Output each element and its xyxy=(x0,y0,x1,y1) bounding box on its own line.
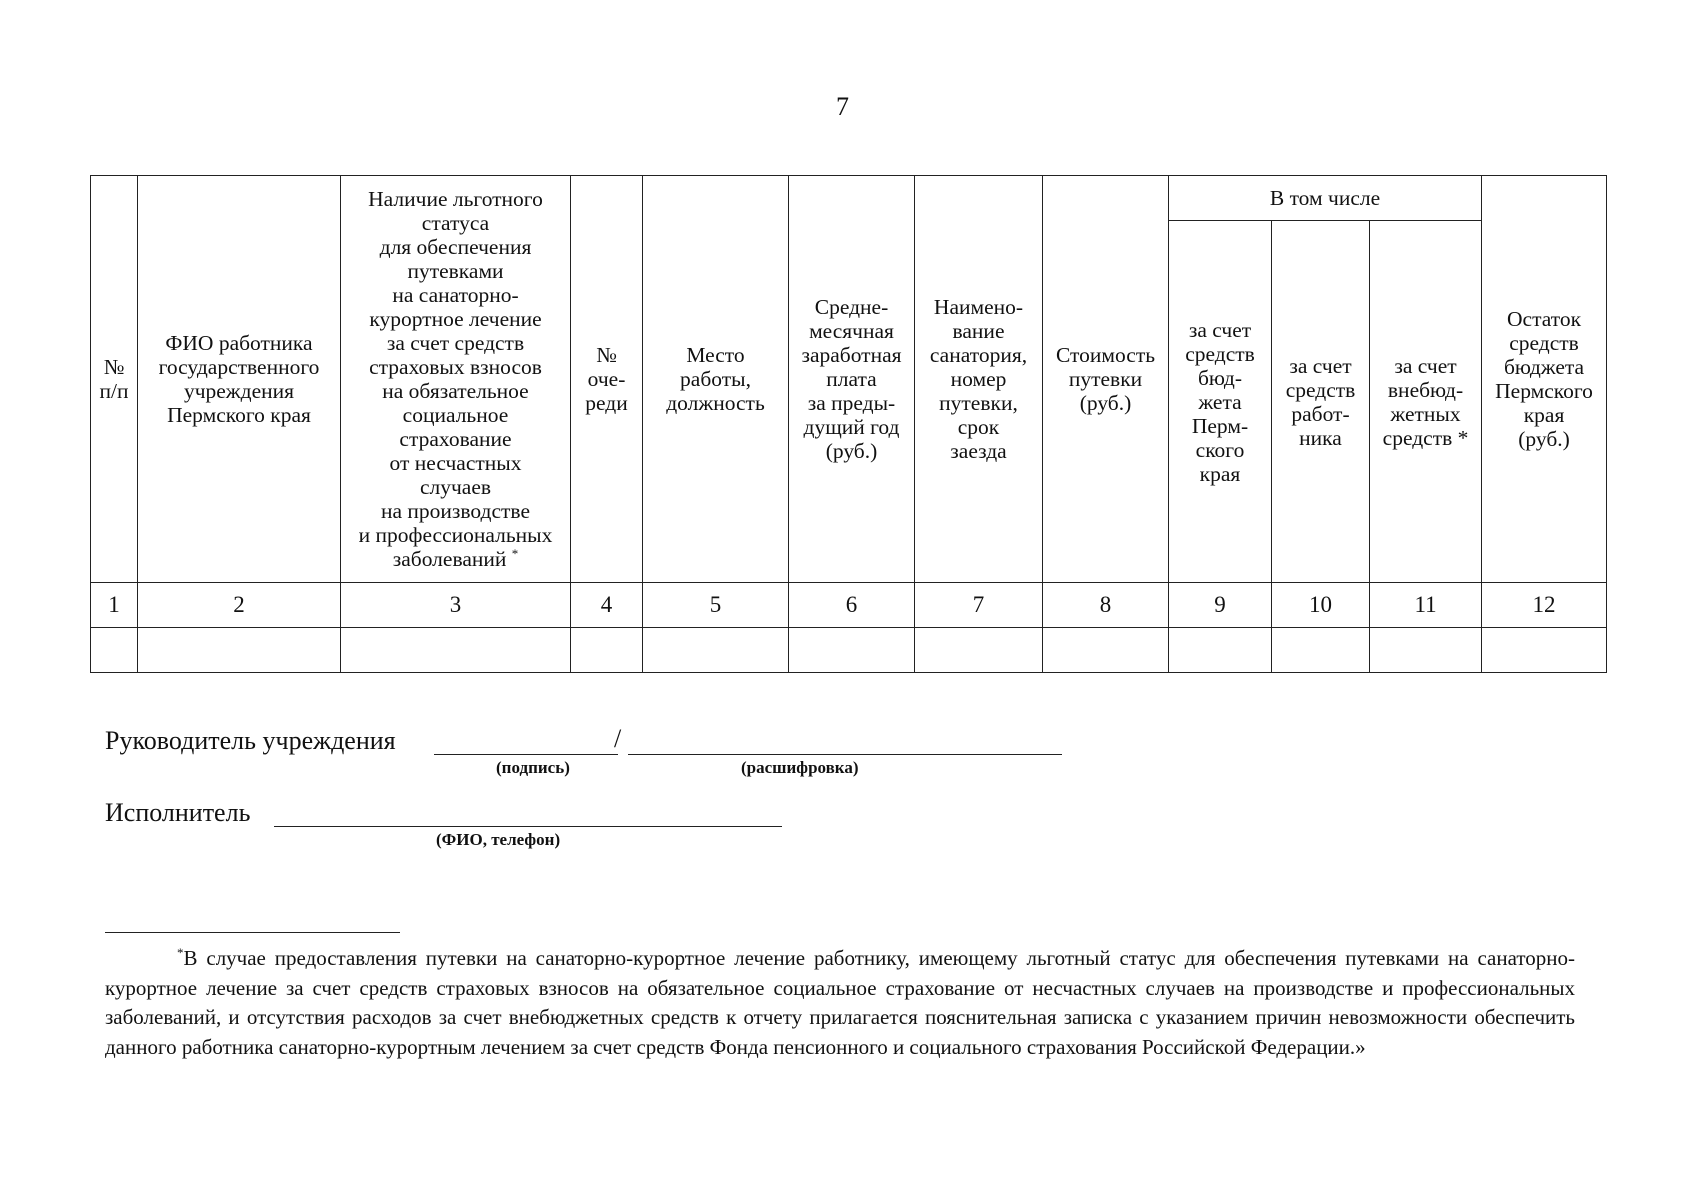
header-voucher-cost: Стоимость путевки (руб.) xyxy=(1043,176,1169,583)
table-cell[interactable] xyxy=(1370,628,1482,673)
executor-caption: (ФИО, телефон) xyxy=(436,830,561,849)
table-cell[interactable] xyxy=(1272,628,1370,673)
header-average-salary: Средне- месячная заработная плата за преды- дущий год (руб.) xyxy=(789,176,915,583)
header-row-top xyxy=(91,176,1607,221)
footnote-marker: * xyxy=(177,945,184,960)
page-number: 7 xyxy=(836,92,849,121)
table-cell[interactable] xyxy=(571,628,643,673)
header-budget-remainder: Остаток средств бюджета Пермского края (руб.) xyxy=(1482,176,1607,583)
footnote-marker: * xyxy=(511,545,519,561)
column-number: 8 xyxy=(1043,583,1169,628)
signature-caption: (подпись) xyxy=(496,758,570,777)
column-number: 1 xyxy=(91,583,138,628)
header-group-including: В том числе xyxy=(1169,176,1482,221)
column-number: 10 xyxy=(1272,583,1370,628)
header-extrabudgetary-funds: за счет внебюд- жетных средств * xyxy=(1370,221,1482,583)
header-employee-name: ФИО работника государственного учреждения Пермского края xyxy=(138,176,341,583)
table-cell[interactable] xyxy=(91,628,138,673)
multiline-cell: Наличие льготного статуса для обеспечения путевками на санаторно- курортное лечение за счет средств страховых взносов на обязательное социальное страхование от несчастных случаев на производстве и профессиональных заболеваний * xyxy=(358,187,553,571)
column-number: 11 xyxy=(1370,583,1482,628)
header-queue-number: № оче- реди xyxy=(571,176,643,583)
column-number: 5 xyxy=(643,583,789,628)
executor-field[interactable] xyxy=(274,826,782,827)
header-regional-budget: за счет средств бюд- жета Перм- ского края xyxy=(1169,221,1272,583)
slash-separator: / xyxy=(614,724,622,753)
column-number-row xyxy=(91,583,1607,628)
table-cell[interactable] xyxy=(643,628,789,673)
table-cell[interactable] xyxy=(915,628,1043,673)
table-cell[interactable] xyxy=(789,628,915,673)
column-number: 2 xyxy=(138,583,341,628)
decoding-field[interactable] xyxy=(628,754,1062,755)
footnote-divider xyxy=(105,932,400,933)
table-row xyxy=(91,628,1607,673)
column-number: 6 xyxy=(789,583,915,628)
table-cell[interactable] xyxy=(138,628,341,673)
footnote-text: В случае предоставления путевки на санаторно-курортное лечение работнику, имеющему льготный статус для обеспечения путевками на санаторно-курортное лечение за счет средств страховых взносов на обязательное социальное страхование от несчастных случаев на производстве и профессиональных заболеваний, и отсутствия расходов за счет внебюджетных средств к отчету прилагается пояснительная записка с указанием причин невозможности обеспечить данного работника санаторно-курортным лечением за счет средств Фонда пенсионного и социального страхования Российской Федерации.» xyxy=(105,946,1575,1059)
signature-field[interactable] xyxy=(434,754,618,755)
table-cell[interactable] xyxy=(1043,628,1169,673)
header-sanatorium: Наимено- вание санатория, номер путевки, срок заезда xyxy=(915,176,1043,583)
head-label: Руководитель учреждения xyxy=(105,726,396,755)
header-workplace: Место работы, должность xyxy=(643,176,789,583)
decoding-caption: (расшифровка) xyxy=(741,758,859,777)
column-number: 12 xyxy=(1482,583,1607,628)
column-number: 7 xyxy=(915,583,1043,628)
table-cell[interactable] xyxy=(1169,628,1272,673)
column-number: 4 xyxy=(571,583,643,628)
table-cell[interactable] xyxy=(341,628,571,673)
table-cell[interactable] xyxy=(1482,628,1607,673)
column-number: 3 xyxy=(341,583,571,628)
header-employee-funds: за счет средств работ- ника xyxy=(1272,221,1370,583)
executor-label: Исполнитель xyxy=(105,798,251,827)
report-table xyxy=(90,175,1607,673)
header-benefit-status xyxy=(341,176,571,583)
header-number: № п/п xyxy=(91,176,138,583)
footnote xyxy=(105,944,1575,1062)
column-number: 9 xyxy=(1169,583,1272,628)
